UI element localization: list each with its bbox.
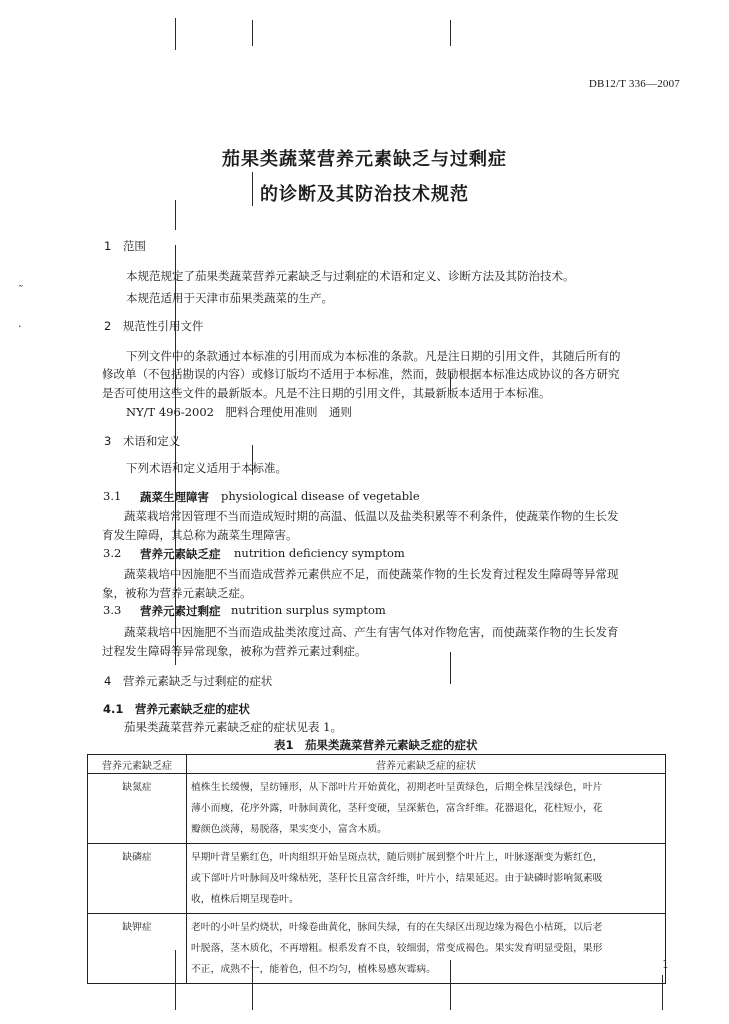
deficiency-name: 缺磷症: [88, 844, 187, 914]
term-number: 3.3: [103, 603, 122, 617]
symptom-line: 植株生长缓慢，呈纺锤形，从下部叶片开始黄化，初期老叶呈黄绿色，后期全株呈浅绿色，叶片: [191, 782, 603, 793]
section-heading-terms: 3 术语和定义: [104, 434, 181, 448]
symptom-line: 薄小而瘦，花序外露，叶脉间黄化，茎秆变硬，呈深紫色，富含纤维。花器退化，花柱短小，花: [191, 803, 603, 814]
term-english: nutrition deficiency symptom: [234, 546, 405, 560]
document-title-line1: 茄果类蔬菜营养元素缺乏与过剩症: [222, 149, 507, 170]
margin-mark: ˜: [18, 284, 24, 297]
scan-line: [175, 18, 176, 50]
symptom-line: 或下部叶片叶脉间及叶缘枯死，茎秆长且富含纤维，叶片小，结果延迟。由于缺磷时影响氮素吸: [191, 873, 603, 884]
table-header-cell: 营养元素缺乏症: [88, 755, 187, 774]
deficiency-name: 缺氮症: [88, 774, 187, 844]
table-caption: 表1 茄果类蔬菜营养元素缺乏症的症状: [274, 738, 478, 752]
table-row: [88, 914, 666, 984]
symptom-line: 瓣颜色淡薄，易脱落，果实变小，富含木质。: [191, 824, 387, 835]
symptom-description: [187, 844, 666, 914]
symptom-line: 收，植株后期呈现卷叶。: [191, 894, 299, 905]
section-heading-normative-references: 2 规范性引用文件: [104, 319, 204, 333]
page-number: 1: [662, 958, 669, 971]
table-header-cell: 营养元素缺乏症的症状: [187, 755, 666, 774]
reference-item: NY/T 496-2002 肥料合理使用准则 通则: [126, 405, 352, 419]
scan-line: [252, 20, 253, 46]
table-row: [88, 844, 666, 914]
symptom-line: 不正，成熟不一，能着色，但不均匀，植株易感灰霉病。: [191, 964, 436, 975]
paragraph-line: 是否可使用这些文件的最新版本。凡是不注日期的引用文件，其最新版本适用于本标准。: [102, 386, 551, 400]
paragraph-line: 过程发生障碍等异常现象，被称为营养元素过剩症。: [102, 644, 367, 658]
section-heading-scope: 1 范围: [104, 239, 146, 253]
symptom-line: 老叶的小叶呈灼烧状，叶缘卷曲黄化，脉间失绿，有的在失绿区出现边缘为褐色小枯斑，以后老: [191, 922, 603, 933]
paragraph-line: 蔬菜栽培中因施肥不当而造成营养元素供应不足，而使蔬菜作物的生长发育过程发生障碍等异常现: [124, 567, 619, 581]
term-english: nutrition surplus symptom: [231, 603, 386, 617]
subsection-heading: 4.1 营养元素缺乏症的症状: [103, 702, 250, 716]
scan-line: [450, 20, 451, 46]
term-english: physiological disease of vegetable: [221, 489, 420, 503]
scan-line: [450, 652, 451, 684]
paragraph-line: 修改单（不包括勘误的内容）或修订版均不适用于本标准，然而，鼓励根据本标准达成协议的各方研究: [102, 367, 620, 381]
symptom-line: 早期叶背呈紫红色，叶肉组织开始呈斑点状，随后则扩展到整个叶片上，叶脉逐渐变为紫红色，: [191, 852, 603, 863]
scan-line: [175, 245, 176, 665]
paragraph-line: 本规范适用于天津市茄果类蔬菜的生产。: [126, 291, 333, 305]
nutrient-deficiency-table: [87, 754, 666, 984]
term-chinese: 蔬菜生理障害: [140, 490, 209, 504]
paragraph-line: 下列术语和定义适用于本标准。: [126, 461, 287, 475]
section-heading-symptoms: 4 营养元素缺乏与过剩症的症状: [104, 674, 273, 688]
document-title-line2: 的诊断及其防治技术规范: [260, 184, 469, 205]
paragraph-line: 蔬菜栽培常因管理不当而造成短时期的高温、低温以及盐类积累等不利条件，使蔬菜作物的生长发: [124, 509, 619, 523]
paragraph-line: 本规范规定了茄果类蔬菜营养元素缺乏与过剩症的术语和定义、诊断方法及其防治技术。: [126, 269, 575, 283]
paragraph-line: 下列文件中的条款通过本标准的引用而成为本标准的条款。凡是注日期的引用文件，其随后所有的: [126, 349, 621, 363]
term-number: 3.2: [103, 546, 122, 560]
margin-mark: ·: [18, 320, 22, 333]
standard-code: DB12/T 336—2007: [588, 78, 680, 90]
table-header-row: [88, 755, 666, 774]
paragraph-line: 育发生障碍，其总称为蔬菜生理障害。: [102, 528, 298, 542]
symptom-description: [187, 774, 666, 844]
term-number: 3.1: [103, 489, 122, 503]
paragraph-line: 茄果类蔬菜营养元素缺乏症的症状见表 1。: [124, 720, 342, 734]
paragraph-line: 象，被称为营养元素缺乏症。: [102, 586, 252, 600]
table-row: [88, 774, 666, 844]
term-chinese: 营养元素缺乏症: [140, 547, 221, 561]
symptom-description: [187, 914, 666, 984]
deficiency-name: 缺钾症: [88, 914, 187, 984]
paragraph-line: 蔬菜栽培中因施肥不当而造成盐类浓度过高、产生有害气体对作物危害，而使蔬菜作物的生长发育: [124, 625, 619, 639]
symptom-line: 叶脱落，茎木质化，不再增粗。根系发育不良，较细弱，常变成褐色。果实发育明显受阻，果形: [191, 943, 603, 954]
term-chinese: 营养元素过剩症: [140, 604, 221, 618]
